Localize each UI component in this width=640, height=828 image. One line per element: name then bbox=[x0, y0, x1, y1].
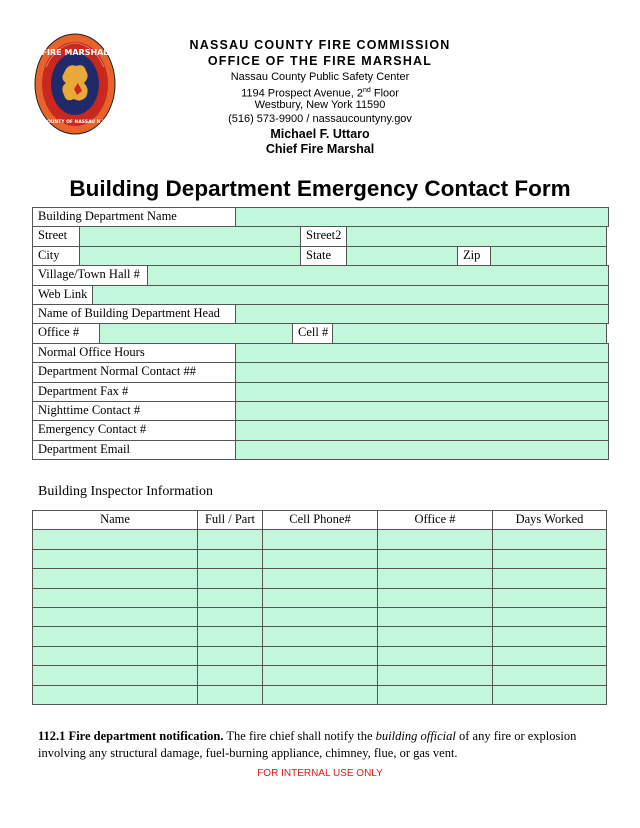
form-row bbox=[32, 265, 609, 284]
form-row bbox=[32, 285, 609, 304]
chief-name: Michael F. Uttaro bbox=[270, 127, 370, 141]
table-row bbox=[32, 646, 609, 665]
contact-form bbox=[32, 207, 609, 459]
col-header-office: Office # bbox=[377, 510, 493, 530]
fax-label: Department Fax # bbox=[32, 382, 236, 402]
table-header-row bbox=[32, 510, 609, 529]
dept-name-field[interactable] bbox=[235, 207, 609, 227]
emergency-contact-label: Emergency Contact # bbox=[32, 420, 236, 440]
inspector-cell[interactable] bbox=[197, 646, 263, 666]
form-row bbox=[32, 226, 609, 245]
table-row bbox=[32, 549, 609, 568]
inspector-cell[interactable] bbox=[262, 568, 378, 588]
form-row bbox=[32, 420, 609, 439]
table-row bbox=[32, 626, 609, 645]
table-row bbox=[32, 685, 609, 704]
emergency-contact-field[interactable] bbox=[235, 420, 609, 440]
inspector-cell[interactable] bbox=[32, 685, 198, 705]
address-line1: Nassau County Public Safety Center bbox=[230, 71, 410, 83]
inspector-cell[interactable] bbox=[197, 588, 263, 608]
inspector-cell[interactable] bbox=[377, 529, 493, 549]
form-row bbox=[32, 401, 609, 420]
nighttime-contact-field[interactable] bbox=[235, 401, 609, 421]
street2-field[interactable] bbox=[346, 226, 607, 246]
inspector-cell[interactable] bbox=[32, 646, 198, 666]
inspector-cell[interactable] bbox=[377, 665, 493, 685]
internal-use-notice: FOR INTERNAL USE ONLY bbox=[257, 768, 383, 779]
inspector-cell[interactable] bbox=[197, 529, 263, 549]
inspector-cell[interactable] bbox=[492, 607, 607, 627]
office-label: Office # bbox=[32, 323, 100, 343]
cell-field[interactable] bbox=[332, 323, 607, 343]
inspector-cell[interactable] bbox=[492, 588, 607, 608]
table-row bbox=[32, 588, 609, 607]
table-row bbox=[32, 607, 609, 626]
inspector-cell[interactable] bbox=[377, 685, 493, 705]
chief-title: Chief Fire Marshal bbox=[265, 142, 375, 156]
note-italic: building official bbox=[375, 729, 456, 743]
inspector-section-title: Building Inspector Information bbox=[38, 484, 213, 499]
table-row bbox=[32, 529, 609, 548]
table-row bbox=[32, 568, 609, 587]
inspector-cell[interactable] bbox=[492, 529, 607, 549]
dept-head-field[interactable] bbox=[235, 304, 609, 324]
street-field[interactable] bbox=[79, 226, 301, 246]
web-link-field[interactable] bbox=[92, 285, 609, 305]
inspector-cell[interactable] bbox=[262, 588, 378, 608]
state-label: State bbox=[300, 246, 347, 266]
inspector-cell[interactable] bbox=[197, 607, 263, 627]
form-row bbox=[32, 304, 609, 323]
street2-label: Street2 bbox=[300, 226, 347, 246]
col-header-name: Name bbox=[32, 510, 198, 530]
inspector-cell[interactable] bbox=[32, 568, 198, 588]
normal-contact-field[interactable] bbox=[235, 362, 609, 382]
city-field[interactable] bbox=[79, 246, 301, 266]
office-hours-label: Normal Office Hours bbox=[32, 343, 236, 363]
inspector-cell[interactable] bbox=[492, 549, 607, 569]
office-hours-field[interactable] bbox=[235, 343, 609, 363]
header-line2: OFFICE OF THE FIRE MARSHAL bbox=[207, 54, 433, 68]
inspector-cell[interactable] bbox=[377, 588, 493, 608]
dept-email-field[interactable] bbox=[235, 440, 609, 460]
village-town-hall-label: Village/Town Hall # bbox=[32, 265, 148, 285]
inspector-cell[interactable] bbox=[32, 549, 198, 569]
inspector-cell[interactable] bbox=[377, 549, 493, 569]
inspector-cell[interactable] bbox=[492, 568, 607, 588]
inspector-cell[interactable] bbox=[32, 665, 198, 685]
inspector-cell[interactable] bbox=[262, 549, 378, 569]
table-row bbox=[32, 665, 609, 684]
col-header-full-part: Full / Part bbox=[197, 510, 263, 530]
dept-name-label: Building Department Name bbox=[32, 207, 236, 227]
address-line2-post: Floor bbox=[370, 87, 399, 100]
inspector-cell[interactable] bbox=[32, 529, 198, 549]
address-line2-sup: nd bbox=[363, 87, 371, 94]
address-line4: (516) 573-9900 / nassaucountyny.gov bbox=[228, 113, 412, 125]
zip-label: Zip bbox=[457, 246, 491, 266]
logo-top-text: FIRE MARSHAL bbox=[41, 48, 109, 57]
form-row bbox=[32, 382, 609, 401]
fire-notification-note bbox=[38, 728, 608, 762]
city-label: City bbox=[32, 246, 80, 266]
inspector-cell[interactable] bbox=[377, 568, 493, 588]
form-row bbox=[32, 440, 609, 459]
inspector-cell[interactable] bbox=[197, 665, 263, 685]
inspector-cell[interactable] bbox=[377, 626, 493, 646]
inspector-table-body bbox=[32, 529, 609, 704]
dept-head-label: Name of Building Department Head bbox=[32, 304, 236, 324]
inspector-cell[interactable] bbox=[492, 626, 607, 646]
note-heading: 112.1 Fire department notification. bbox=[38, 729, 224, 743]
inspector-cell[interactable] bbox=[197, 626, 263, 646]
inspector-cell[interactable] bbox=[262, 626, 378, 646]
form-row bbox=[32, 207, 609, 226]
fire-marshal-seal-logo bbox=[34, 33, 116, 135]
logo-bottom-text: COUNTY OF NASSAU N.Y. bbox=[43, 120, 107, 125]
form-row bbox=[32, 362, 609, 381]
office-field[interactable] bbox=[99, 323, 293, 343]
web-link-label: Web Link bbox=[32, 285, 93, 305]
cell-label: Cell # bbox=[292, 323, 333, 343]
fax-field[interactable] bbox=[235, 382, 609, 402]
dept-email-label: Department Email bbox=[32, 440, 236, 460]
inspector-cell[interactable] bbox=[32, 626, 198, 646]
address-line2-pre: 1194 Prospect Avenue, 2 bbox=[241, 87, 363, 100]
col-header-days-worked: Days Worked bbox=[492, 510, 607, 530]
inspector-cell[interactable] bbox=[262, 665, 378, 685]
nighttime-contact-label: Nighttime Contact # bbox=[32, 401, 236, 421]
form-row bbox=[32, 323, 609, 342]
inspector-cell[interactable] bbox=[377, 607, 493, 627]
inspector-cell[interactable] bbox=[492, 665, 607, 685]
note-text1: The fire chief shall notify the bbox=[223, 729, 376, 743]
inspector-cell[interactable] bbox=[377, 646, 493, 666]
village-town-hall-field[interactable] bbox=[147, 265, 609, 285]
inspector-table bbox=[32, 510, 609, 704]
inspector-cell[interactable] bbox=[262, 529, 378, 549]
inspector-cell[interactable] bbox=[262, 685, 378, 705]
form-title: Building Department Emergency Contact Form bbox=[69, 176, 571, 201]
inspector-cell[interactable] bbox=[492, 685, 607, 705]
form-row bbox=[32, 343, 609, 362]
inspector-cell[interactable] bbox=[32, 588, 198, 608]
street-label: Street bbox=[32, 226, 80, 246]
inspector-cell[interactable] bbox=[262, 607, 378, 627]
inspector-cell[interactable] bbox=[197, 549, 263, 569]
inspector-cell[interactable] bbox=[197, 685, 263, 705]
normal-contact-label: Department Normal Contact ## bbox=[32, 362, 236, 382]
note-text2: of any fire or explosion involving any structural damage, fuel-burning appliance, chimney, flue, or gas vent. bbox=[38, 729, 577, 760]
inspector-cell[interactable] bbox=[262, 646, 378, 666]
inspector-cell[interactable] bbox=[492, 646, 607, 666]
inspector-cell[interactable] bbox=[32, 607, 198, 627]
inspector-cell[interactable] bbox=[197, 568, 263, 588]
zip-field[interactable] bbox=[490, 246, 607, 266]
col-header-cell-phone: Cell Phone# bbox=[262, 510, 378, 530]
address-line3: Westbury, New York 11590 bbox=[254, 99, 386, 111]
form-row bbox=[32, 246, 609, 265]
header-line1: NASSAU COUNTY FIRE COMMISSION bbox=[189, 38, 451, 52]
state-field[interactable] bbox=[346, 246, 458, 266]
